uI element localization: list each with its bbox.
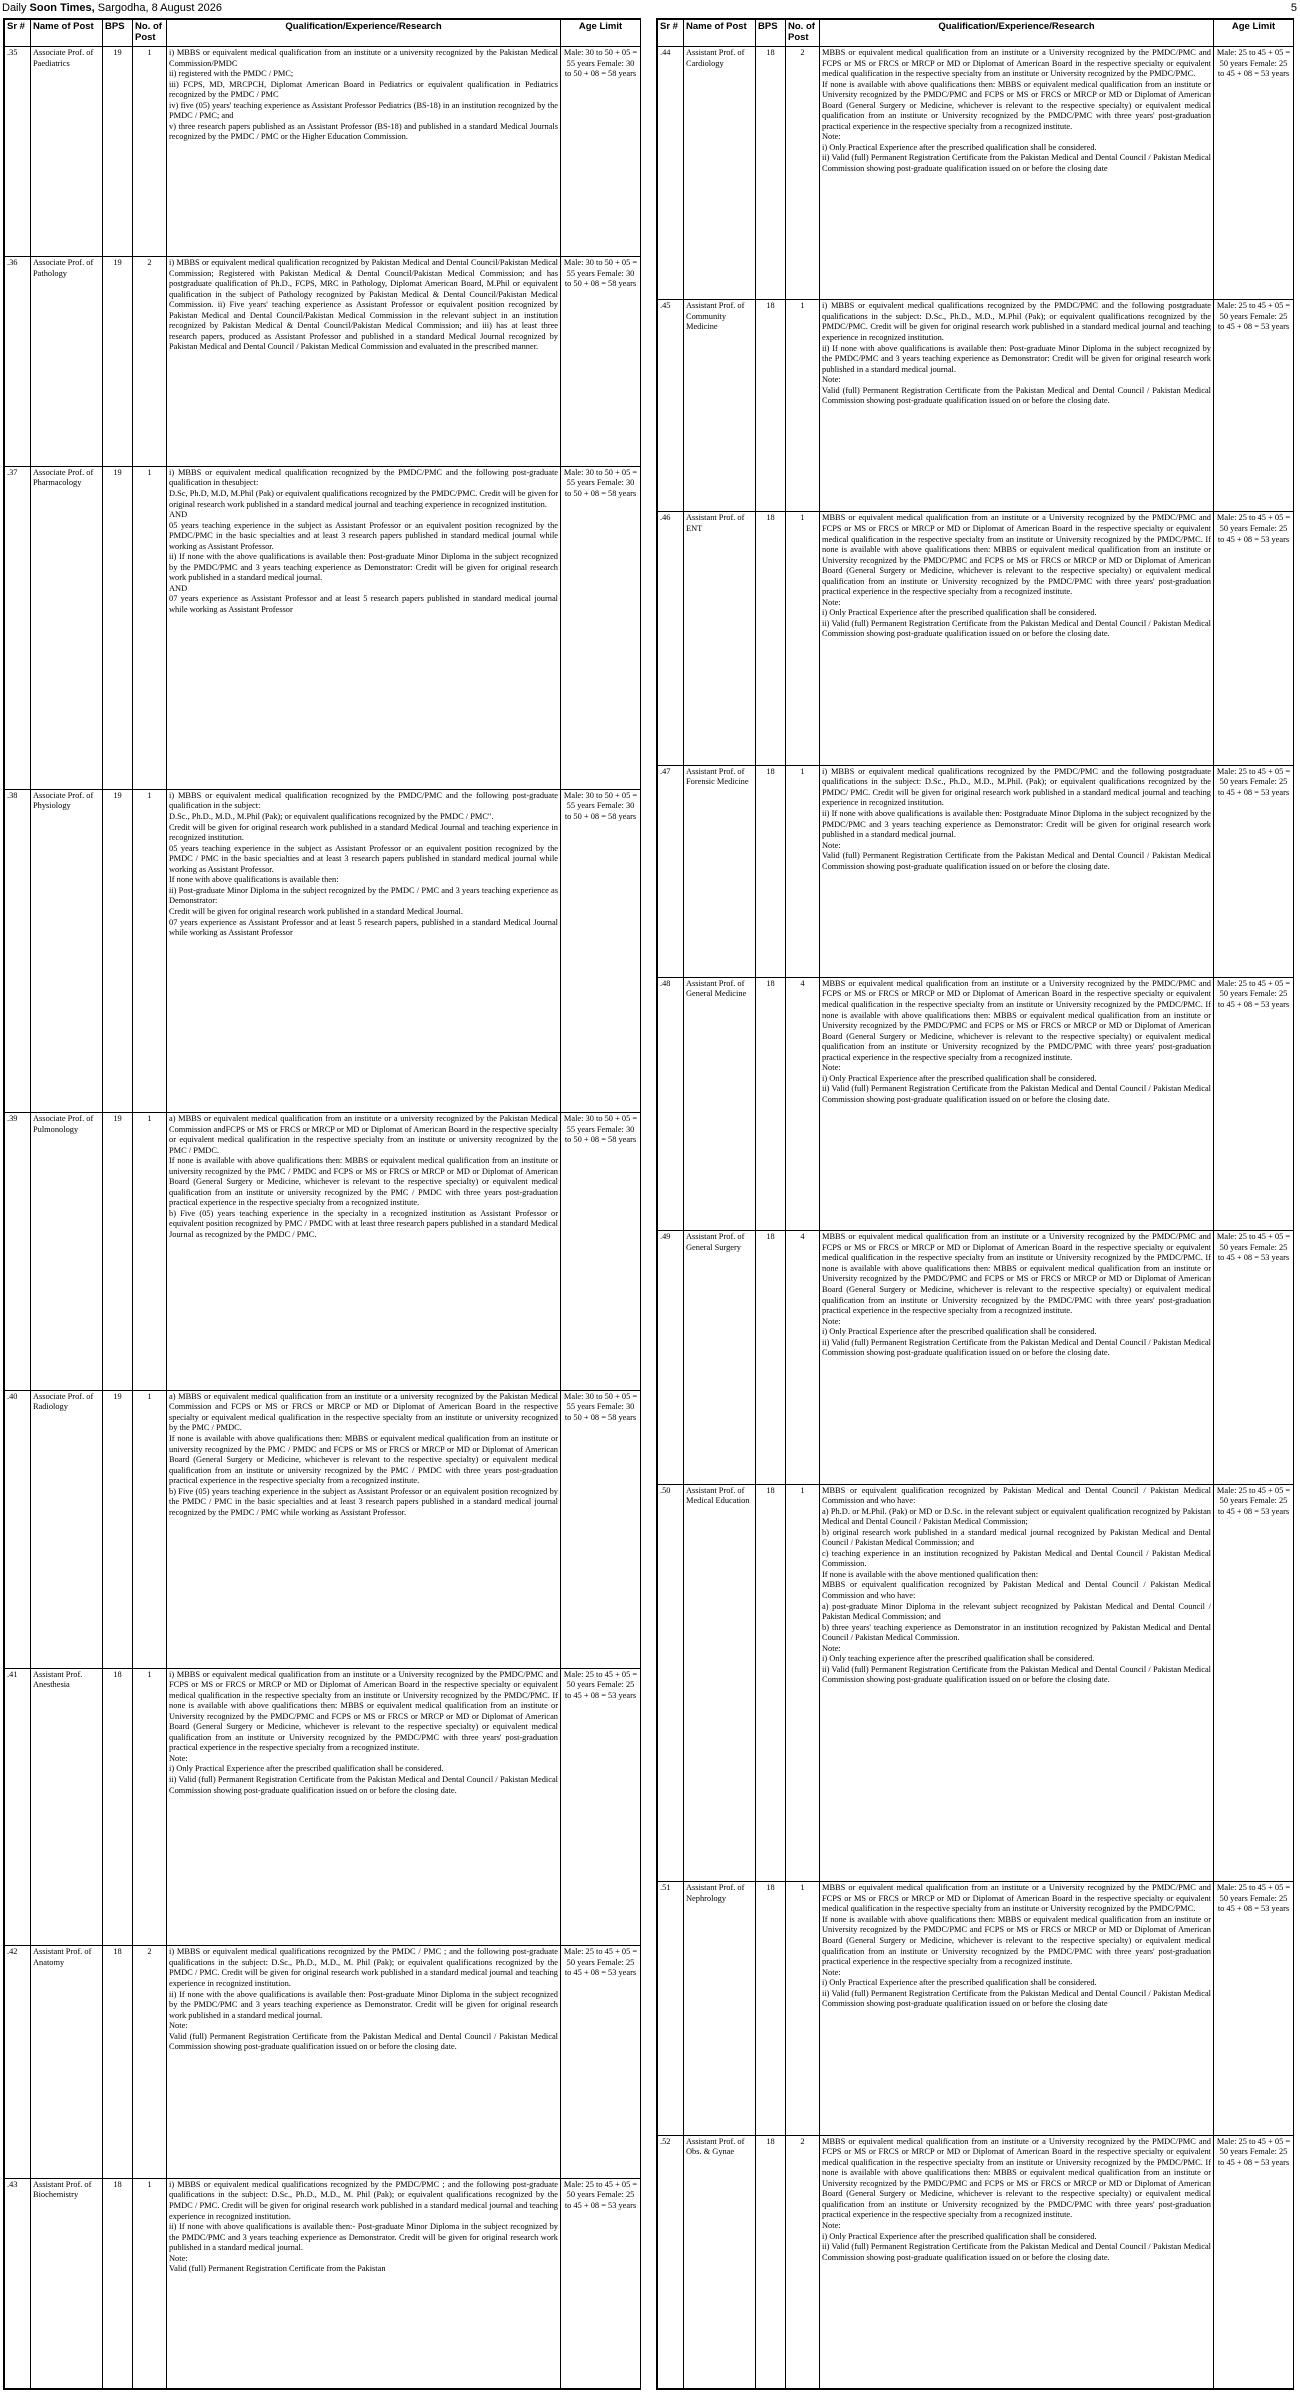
no-of-post-cell: 4 — [786, 977, 820, 1230]
qualification-paragraph: i) Only Practical Experience after the prescribed qualification shall be considered. — [822, 1073, 1097, 1083]
table-row — [5, 1668, 641, 1946]
table-row — [658, 47, 1294, 300]
qualification-paragraph: i) Only teaching experience after the prescribed qualification shall be considered. — [822, 1654, 1095, 1664]
qualification-paragraph: ii) Valid (full) Permanent Registration Certificate from the Pakistan Medical and Dental Council / Pakistan Medical Commission showing post-graduate qualification issued on or before the closing date. — [822, 1664, 1211, 1685]
post-name-cell: Associate Prof. of Physiology — [31, 789, 103, 1112]
bps-cell: 18 — [756, 512, 786, 765]
header-name-of-post: Name of Post — [31, 20, 103, 47]
qualification-cell — [820, 765, 1214, 977]
header-name-of-post: Name of Post — [684, 20, 756, 47]
qualification-cell — [167, 1946, 561, 2179]
table-row — [5, 256, 641, 466]
qualification-cell — [820, 977, 1214, 1230]
right-column-table — [656, 18, 1294, 2390]
post-name-cell: Assistant Prof. of Community Medicine — [684, 300, 756, 512]
table-row — [5, 789, 641, 1112]
qualification-paragraph: AND — [169, 510, 188, 520]
qualification-paragraph: v) three research papers published as an Assistant Professor (BS-18) and published in a standard Medical Journals recognized by the PMDC / PMC or the Higher Education Commission. — [169, 121, 558, 142]
qualification-paragraph: i) MBBS or equivalent medical qualification recognized by the PMDC/PMC and the following post-graduate qualification in the subject: — [169, 790, 558, 811]
age-limit-cell: Male: 25 to 45 + 05 = 50 years Female: 25 to 45 + 08 = 53 years — [561, 1946, 641, 2179]
sr-cell: .52 — [658, 2135, 684, 2388]
qualification-paragraph: a) Ph.D. or M.Phil. (Pak) or MD or D.Sc. in the relevant subject or equivalent qualification recognized by Pakistan Medical and Dental Council / Pakistan Medical Commission; — [822, 1506, 1211, 1527]
masthead-prefix: Daily — [2, 2, 30, 14]
qualification-paragraph: Valid (full) Permanent Registration Certificate from the Pakistan — [169, 2264, 386, 2274]
qualification-paragraph: If none with above qualifications is available then: — [169, 875, 339, 885]
table-row — [5, 1946, 641, 2179]
qualification-paragraph: ii) registered with the PMDC / PMC; — [169, 69, 294, 79]
qualification-paragraph: 07 years experience as Assistant Professor and at least 5 research papers, published in a standard Medical Journal while working as Assistant Professor — [169, 917, 558, 938]
sr-cell: .48 — [658, 977, 684, 1230]
sr-cell: .40 — [5, 1390, 31, 1668]
qualification-paragraph: ii) Valid (full) Permanent Registration Certificate from the Pakistan Medical and Dental Council / Pakistan Medical Commission showing post-graduate qualification issued on or before the closing date. — [822, 618, 1211, 639]
header-no-of-post: No. of Post — [786, 20, 820, 47]
age-limit-cell: Male: 25 to 45 + 05 = 50 years Female: 25 to 45 + 08 = 53 years — [1214, 300, 1294, 512]
qualification-paragraph: ii) If none with the above qualifications is available then: Post-graduate Minor Diploma in the subject recognized by the PMDC/PMC and 3 years teaching experience as Demonstrator. Credit will be given for original research work published in a standard medical journal. — [169, 1989, 558, 2020]
sr-cell: .42 — [5, 1946, 31, 2179]
post-name-cell: Associate Prof. of Pulmonology — [31, 1112, 103, 1390]
qualification-paragraph: ii) Valid (full) Permanent Registration Certificate from the Pakistan Medical and Dental Council / Pakistan Medical Commission showing post-graduate qualification issued on or before the closing date. — [822, 1084, 1211, 1104]
right-table-body — [658, 47, 1294, 2389]
qualification-cell — [167, 1668, 561, 1946]
bps-cell: 19 — [103, 256, 133, 466]
qualification-paragraph: Note: — [169, 2253, 188, 2263]
qualification-paragraph: iii) FCPS, MD, MRCPCH, Diplomat American Board in Pediatrics or equivalent qualification in Pediatrics recognized by the PMDC / PMC — [169, 79, 558, 100]
no-of-post-cell: 1 — [786, 1484, 820, 1882]
qualification-paragraph: ii) Valid (full) Permanent Registration Certificate from the Pakistan Medical and Dental Council / Pakistan Medical Commission showing post-graduate qualification issued on or before the closing date. — [822, 2242, 1211, 2262]
age-limit-cell: Male: 30 to 50 + 05 = 55 years Female: 30 to 50 + 08 = 58 years — [561, 1112, 641, 1390]
no-of-post-cell: 1 — [786, 300, 820, 512]
qualification-paragraph: i) MBBS or equivalent medical qualifications recognized by the PMDC/PMC ; and the following post-graduate qualifications in the subject: D.Sc., Ph.D., M.D., M. Phil (Pak); or equivalent qualifications recognized by the PMDC / PMC. Credit will be given for original research work published in a standard medical journal and teaching experience in recognized institution. — [169, 2179, 558, 2221]
age-limit-cell: Male: 25 to 45 + 05 = 50 years Female: 25 to 45 + 08 = 53 years — [1214, 1484, 1294, 1882]
qualification-cell — [820, 1484, 1214, 1882]
post-name-cell: Assistant Prof. Anesthesia — [31, 1668, 103, 1946]
no-of-post-cell: 1 — [133, 47, 167, 257]
header-bps: BPS — [756, 20, 786, 47]
header-qualification: Qualification/Experience/Research — [820, 20, 1214, 47]
qualification-cell — [820, 300, 1214, 512]
age-limit-cell: Male: 30 to 50 + 05 = 55 years Female: 30 to 50 + 08 = 58 years — [561, 466, 641, 789]
header-age-limit: Age Limit — [561, 20, 641, 47]
no-of-post-cell: 1 — [133, 1112, 167, 1390]
qualification-cell — [167, 2178, 561, 2388]
table-header-row — [5, 20, 641, 47]
qualification-paragraph: MBBS or equivalent medical qualification from an institute or a University recognized by the PMDC/PMC and FCPS or MS or FRCS or MRCP or MD or Diplomat of American Board in the respective specialty or equivalent medical qualification in the respective specialty from an institute or University recognized by the PMDC/PMC. If none is available with above qualifications then: MBBS or equivalent medical qualification from an institute or University recognized by the PMDC/PMC and FCPS or MS or FRCS or MRCP or MD or Diplomat of American Board (General Surgery or Medicine, whichever is relevant to the respective specialty) or equivalent medical qualification from an institute or University recognized by the PMDC/PMC with three years' post-graduation practical experience in the respective specialty from a recognized institute. — [822, 2136, 1211, 2220]
qualification-paragraph: i) Only Practical Experience after the prescribed qualification shall be considered. — [822, 2231, 1097, 2241]
sr-cell: .38 — [5, 789, 31, 1112]
qualification-paragraph: i) MBBS or equivalent medical qualification from an institute or a University recognized by the PMDC/PMC and FCPS or MS or FRCS or MRCP or MD or Diplomat of American Board in the respective specialty or equivalent medical qualification in the respective specialty from an institute or University recognized by the PMDC/PMC. If none is available with above qualifications then: MBBS or equivalent medical qualification from an institute or University recognized by the PMDC/PMC and FCPS or MS or FRCS or MRCP or MD or Diplomat of American Board (General Surgery or Medicine, whichever is relevant to the respective specialty) or equivalent medical qualification from an institute or University recognized by the PMDC/PMC with three years' post-graduation practical experience in the respective specialty from a recognized institute. — [169, 1669, 558, 1753]
qualification-cell — [820, 47, 1214, 300]
no-of-post-cell: 2 — [133, 1946, 167, 2179]
bps-cell: 18 — [756, 1882, 786, 2135]
qualification-paragraph: ii) If none with above qualifications is available then: Post-graduate Minor Diploma in the subject recognized by the PMDC/PMC and 3 years teaching experience as Demonstrator: Credit will be given for original research work published in a standard medical journal. — [822, 343, 1211, 374]
bps-cell: 18 — [756, 1231, 786, 1484]
table-row — [5, 466, 641, 789]
qualification-paragraph: a) MBBS or equivalent medical qualification from an institute or a university recognized by the Pakistan Medical Commission and FCPS or MS or FRCS or MRCP or MD or Diplomat of American Board in the respective specialty or equivalent medical qualification in the respective specialty from an institute or university recognized by the PMC / PMDC. — [169, 1391, 558, 1433]
post-name-cell: Assistant Prof. of Obs. & Gynae — [684, 2135, 756, 2388]
qualification-paragraph: Note: — [822, 1967, 841, 1977]
bps-cell: 19 — [103, 466, 133, 789]
qualification-cell — [167, 256, 561, 466]
bps-cell: 18 — [756, 765, 786, 977]
no-of-post-cell: 1 — [786, 765, 820, 977]
qualification-paragraph: i) MBBS or equivalent medical qualifications recognized by the PMDC/PMC and the following postgraduate qualifications in the subject: D.Sc., Ph.D., M.D., M.Phil. (Pak); or equivalent qualifications recognized by the PMDC/ PMC. Credit will be given for original research work published in a standard medical journal and teaching experience in recognized institution. — [822, 766, 1211, 808]
qualification-paragraph: MBBS or equivalent medical qualification from an institute or a University recognized by the PMDC/PMC and FCPS or MS or FRCS or MRCP or MD or Diplomat of American Board in the respective specialty or equivalent medical qualification in the respective specialty from an institute or University recognized by the PMDC/PMC. If none is available with above qualifications then: MBBS or equivalent medical qualification from an institute or University recognized by the PMDC/PMC and FCPS or MS or FRCS or MRCP or MD or Diplomat of American Board (General Surgery or Medicine, whichever is relevant to the respective specialty) or equivalent medical qualification from an institute or University recognized by the PMDC/PMC with three years' post-graduation practical experience in the respective specialty from a recognized institute. — [822, 978, 1211, 1062]
bps-cell: 19 — [103, 1112, 133, 1390]
qualification-cell — [820, 512, 1214, 765]
qualification-cell — [820, 1882, 1214, 2135]
sr-cell: .41 — [5, 1668, 31, 1946]
qualification-paragraph: If none is available with above qualifications then: MBBS or equivalent medical qualification from an institute or university recognized by the PMC / PMDC and FCPS or MS or FRCS or MRCP or MD or Diplomat of American Board (General Surgery or Medicine, whichever is relevant to the respective specialty) or equivalent medical qualification from an institute or university recognized by the PMC / PMDC with three years post-graduation practical experience in the respective specialty from a recognized institute. — [169, 1156, 558, 1208]
qualification-paragraph: iv) five (05) years' teaching experience as Assistant Professor Pediatrics (BS-18) in an institution recognized by the PMDC / PMC; and — [169, 100, 558, 121]
header-qualification: Qualification/Experience/Research — [167, 20, 561, 47]
bps-cell: 18 — [756, 1484, 786, 1882]
qualification-paragraph: If none is available with the above mentioned qualification then: — [822, 1569, 1039, 1579]
table-row — [5, 2178, 641, 2388]
qualification-paragraph: ii) If none with the above qualifications is available then: Post-graduate Minor Diploma in the subject recognized by the PMDC/PMC and 3 years teaching experience as Demonstrator: Credit will be given for original research work published in a standard medical journal. — [169, 552, 558, 583]
age-limit-cell: Male: 25 to 45 + 05 = 50 years Female: 25 to 45 + 08 = 53 years — [1214, 47, 1294, 300]
table-row — [658, 300, 1294, 512]
bps-cell: 18 — [756, 47, 786, 300]
qualification-cell — [167, 466, 561, 789]
age-limit-cell: Male: 25 to 45 + 05 = 50 years Female: 25 to 45 + 08 = 53 years — [1214, 765, 1294, 977]
age-limit-cell: Male: 25 to 45 + 05 = 50 years Female: 25 to 45 + 08 = 53 years — [561, 2178, 641, 2388]
age-limit-cell: Male: 25 to 45 + 05 = 50 years Female: 25 to 45 + 08 = 53 years — [1214, 512, 1294, 765]
qualification-cell — [820, 2135, 1214, 2388]
sr-cell: .45 — [658, 300, 684, 512]
bps-cell: 19 — [103, 789, 133, 1112]
qualification-paragraph: Note: — [822, 132, 841, 142]
no-of-post-cell: 2 — [133, 256, 167, 466]
age-limit-cell: Male: 25 to 45 + 05 = 50 years Female: 25 to 45 + 08 = 53 years — [1214, 977, 1294, 1230]
qualification-paragraph: Note: — [822, 1643, 841, 1653]
age-limit-cell: Male: 25 to 45 + 05 = 50 years Female: 25 to 45 + 08 = 53 years — [1214, 2135, 1294, 2388]
sr-cell: .37 — [5, 466, 31, 789]
qualification-paragraph: Credit will be given for original research work published in a standard Medical Journal. — [169, 906, 463, 916]
bps-cell: 19 — [103, 47, 133, 257]
qualification-paragraph: b) Five (05) years teaching experience in the subject as Assistant Professor or an equivalent position recognized by the PMDC / PMC in the basic specialties and at least 3 research papers published in a standard medical journal recognized by the PMDC / PMC while working as Assistant Professor. — [169, 1486, 558, 1517]
qualification-paragraph: If none is available with above qualifications then: MBBS or equivalent medical qualification from an institute or University recognized by the PMDC/PMC and FCPS or MS or FRCS or MRCP or MD or Diplomat of American Board (General Surgery or Medicine, whichever is relevant to the respective specialty) or equivalent medical qualification from an institute or University recognized by the PMDC/PMC with three years' post-graduation practical experience in the respective specialty from a recognized institute. — [822, 1914, 1211, 1967]
sr-cell: .44 — [658, 47, 684, 300]
qualification-paragraph: MBBS or equivalent medical qualification from an institute or a University recognized by the PMDC/PMC and FCPS or MS or FRCS or MRCP or MD or Diplomat of American Board in the respective specialty or equivalent medical qualification in the respective specialty from an institute or University recognized by the PMDC/PMC. If none is available with above qualifications then: MBBS or equivalent medical qualification from an institute or University recognized by the PMDC/PMC and FCPS or MS or FRCS or MRCP or MD or Diplomat of American Board (General Surgery or Medicine, whichever is relevant to the respective specialty) or equivalent medical qualification from an institute or University recognized by the PMDC/PMC with three years' post-graduation practical experience in the respective specialty from a recognized institute. — [822, 513, 1211, 597]
left-table-body — [5, 47, 641, 2389]
qualification-cell — [167, 789, 561, 1112]
no-of-post-cell: 1 — [133, 1390, 167, 1668]
posts-table-right — [657, 19, 1294, 2389]
qualification-paragraph: i) MBBS or equivalent medical qualification recognized by the PMDC/PMC and the following post-graduate qualification in thesubject: — [169, 467, 558, 488]
no-of-post-cell: 1 — [786, 1882, 820, 2135]
sr-cell: .47 — [658, 765, 684, 977]
qualification-paragraph: Valid (full) Permanent Registration Certificate from the Pakistan Medical and Dental Council / Pakistan Medical Commission showing post-graduate qualification issued on or before the closing date. — [822, 851, 1211, 871]
age-limit-cell: Male: 30 to 50 + 05 = 55 years Female: 30 to 50 + 08 = 58 years — [561, 47, 641, 257]
qualification-paragraph: 05 years teaching experience in the subject as Assistant Professor or an equivalent position recognized by the PMDC / PMC in the basic specialties and at least 3 research papers published in standard medical journal while working as Assistant Professor. — [169, 843, 558, 874]
qualification-paragraph: i) Only Practical Experience after the prescribed qualification shall be considered. — [822, 1978, 1097, 1988]
bps-cell: 18 — [756, 2135, 786, 2388]
qualification-cell — [167, 47, 561, 257]
sr-cell: .39 — [5, 1112, 31, 1390]
post-name-cell: Assistant Prof. of ENT — [684, 512, 756, 765]
no-of-post-cell: 1 — [786, 512, 820, 765]
newspaper-masthead — [2, 0, 222, 16]
age-limit-cell: Male: 25 to 45 + 05 = 50 years Female: 25 to 45 + 08 = 53 years — [1214, 1231, 1294, 1484]
bps-cell: 18 — [756, 300, 786, 512]
qualification-paragraph: ii) If none with above qualifications is available then: Postgraduate Minor Diploma in the subject recognized by the PMDC/PMC and 3 years teaching experience as Demonstrator: Credit will be given for original research work published in a standard medical journal. — [822, 808, 1211, 840]
bps-cell: 18 — [103, 2178, 133, 2388]
qualification-paragraph: i) MBBS or equivalent medical qualification recognized by Pakistan Medical and Dental Council/Pakistan Medical Commission; Registered with Pakistan Medical & Dental Council/Pakistan Medical Commission; and has postgraduate qualification of Ph.D., FCPS, MRC in Pathology, Diplomat American Board, M.Phil or equivalent qualification in the subject of Pathology recognized by Pakistan Medical & Dental Council/Pakistan Medical Commission. ii) Five years' teaching experience as Assistant Professor or equivalent position recognized by Pakistan Medical and Dental Council/Pakistan Medical Commission in the relevant subject in an institution recognized by Pakistan Medical & Dental Council/Pakistan Medical Commission; and iii) has at least three research papers, produced as Assistant Professor and published in a standard Medical Journal recognized by Pakistan Medical and Dental Council / Pakistan Medical Commission and evaluated in the prescribed manner. — [169, 257, 558, 352]
qualification-paragraph: MBBS or equivalent medical qualification from an institute or a University recognized by the PMDC/PMC and FCPS or MS or FRCS or MRCP or MD or Diplomat of American Board in the respective specialty or equivalent medical qualification in the respective specialty from an institute or University recognized by the PMDC/PMC. — [822, 1883, 1211, 1914]
qualification-paragraph: i) Only Practical Experience after the prescribed qualification shall be considered. — [822, 608, 1097, 618]
post-name-cell: Associate Prof. of Pharmacology — [31, 466, 103, 789]
age-limit-cell: Male: 25 to 45 + 05 = 50 years Female: 25 to 45 + 08 = 53 years — [1214, 1882, 1294, 2135]
table-header-row — [658, 20, 1294, 47]
qualification-cell — [167, 1112, 561, 1390]
qualification-paragraph: If none is available with above qualifications then: MBBS or equivalent medical qualification from an institute or University recognized by the PMDC/PMC and FCPS or MS or FRCS or MRCP or MD or Diplomat of American Board (General Surgery or Medicine, whichever is relevant to the respective specialty) or equivalent medical qualification from an institute or University recognized by the PMDC/PMC with three years' post-graduation practical experience in the respective specialty from a recognized institute. — [822, 79, 1211, 131]
posts-table-left — [4, 19, 641, 2389]
table-row — [658, 1882, 1294, 2135]
sr-cell: .51 — [658, 1882, 684, 2135]
qualification-paragraph: Note: — [822, 597, 841, 607]
qualification-paragraph: b) three years' teaching experience as Demonstrator in an institution recognized by Pakistan Medical and Dental Council / Pakistan Medical Commission. — [822, 1622, 1211, 1643]
sr-cell: .50 — [658, 1484, 684, 1882]
masthead-dateline: Sargodha, 8 August 2026 — [94, 2, 222, 14]
header-sr: Sr # — [658, 20, 684, 47]
table-row — [658, 1484, 1294, 1882]
no-of-post-cell: 2 — [786, 47, 820, 300]
qualification-paragraph: a) post-graduate Minor Diploma in the relevant subject recognized by Pakistan Medical and Dental Council / Pakistan Medical Commission; and — [822, 1601, 1211, 1622]
no-of-post-cell: 1 — [133, 2178, 167, 2388]
qualification-paragraph: MBBS or equivalent qualification recognized by Pakistan Medical and Dental Council / Pakistan Medical Commission and who have: — [822, 1580, 1211, 1601]
age-limit-cell: Male: 25 to 45 + 05 = 50 years Female: 25 to 45 + 08 = 53 years — [561, 1668, 641, 1946]
qualification-paragraph: i) MBBS or equivalent medical qualification from an institute or a university recognized by the Pakistan Medical Commission/PMDC — [169, 48, 558, 68]
qualification-cell — [820, 1231, 1214, 1484]
post-name-cell: Associate Prof. of Pathology — [31, 256, 103, 466]
qualification-paragraph: MBBS or equivalent qualification recognized by Pakistan Medical and Dental Council / Pakistan Medical Commission and who have: — [822, 1485, 1211, 1506]
qualification-paragraph: i) MBBS or equivalent medical qualifications recognized by the PMDC/PMC and the following postgraduate qualifications in the subject: D.Sc., Ph.D., M.D., M.Phil (Pak); or equivalent qualifications recognized by the PMDC/PMC. Credit will be given for original research work published in a standard medical journal and teaching experience in recognized institution. — [822, 301, 1211, 342]
table-row — [658, 765, 1294, 977]
qualification-paragraph: ii) Valid (full) Permanent Registration Certificate from the Pakistan Medical and Dental Council / Pakistan Medical Commission showing post-graduate qualification issued on or before the closing date — [822, 1988, 1211, 2009]
qualification-paragraph: b) original research work published in a standard medical journal recognized by Pakistan Medical and Dental Council / Pakistan Medical Commission; and — [822, 1527, 1211, 1548]
no-of-post-cell: 4 — [786, 1231, 820, 1484]
bps-cell: 19 — [103, 1390, 133, 1668]
qualification-paragraph: If none is available with above qualifications then: MBBS or equivalent medical qualification from an institute or university recognized by the PMC / PMDC and FCPS or MS or FRCS or MRCP or MD or Diplomat of American Board (General Surgery or Medicine, whichever is relevant to the respective specialty) or equivalent medical qualification from an institute or university recognized by the PMC / PMDC with three years post-graduation practical experience in the respective specialty from a recognized institute. — [169, 1433, 558, 1486]
sr-cell: .43 — [5, 2178, 31, 2388]
table-row — [5, 47, 641, 257]
post-name-cell: Assistant Prof. of General Medicine — [684, 977, 756, 1230]
masthead-name: Soon Times, — [29, 2, 95, 14]
sr-cell: .35 — [5, 47, 31, 257]
no-of-post-cell: 1 — [133, 789, 167, 1112]
qualification-paragraph: MBBS or equivalent medical qualification from an institute or a University recognized by the PMDC/PMC and FCPS or MS or FRCS or MRCP or MD or Diplomat of American Board in the respective specialty or equivalent medical qualification in the respective specialty from an institute or University recognized by the PMDC/PMC. If none is available with above qualifications then: MBBS or equivalent medical qualification from an institute or University recognized by the PMDC/PMC and FCPS or MS or FRCS or MRCP or MD or Diplomat of American Board (General Surgery or Medicine, whichever is relevant to the respective specialty) or equivalent medical qualification from an institute or University recognized by the PMDC/PMC with three years' post-graduation practical experience in the respective specialty from a recognized institute. — [822, 1232, 1211, 1316]
qualification-paragraph: D.Sc, Ph.D, M.D, M.Phil (Pak) or equivalent qualifications recognized by the PMDC/PMC. Credit will be given for original research work published in a standard medical journal and teaching experience in recognized institution. — [169, 489, 558, 509]
qualification-paragraph: ii) Valid (full) Permanent Registration Certificate from the Pakistan Medical and Dental Council / Pakistan Medical Commission showing post-graduate qualification issued on or before the closing date — [822, 153, 1211, 174]
qualification-paragraph: Note: — [822, 2220, 841, 2230]
qualification-paragraph: b) Five (05) years teaching experience in the specialty in a recognized institution as Assistant Professor or equivalent position recognized by PMC / PMDC with at least three research papers published in a standard Medical Journal as recognized by the PMDC / PMC. — [169, 1208, 558, 1239]
qualification-paragraph: MBBS or equivalent medical qualification from an institute or a University recognized by the PMDC/PMC and FCPS or MS or FRCS or MRCP or MD or Diplomat of American Board in the respective specialty or equivalent medical qualification in the respective specialty from an institute or University recognized by the PMDC/PMC. — [822, 48, 1211, 79]
bps-cell: 18 — [756, 977, 786, 1230]
qualification-paragraph: ii) Post-graduate Minor Diploma in the subject recognized by the PMDC / PMC and 3 years teaching experience as Demonstrator: — [169, 885, 558, 906]
no-of-post-cell: 1 — [133, 1668, 167, 1946]
post-name-cell: Assistant Prof. of Forensic Medicine — [684, 765, 756, 977]
post-name-cell: Assistant Prof. of Nephrology — [684, 1882, 756, 2135]
sr-cell: .49 — [658, 1231, 684, 1484]
qualification-paragraph: i) Only Practical Experience after the prescribed qualification shall be considered. — [169, 1764, 444, 1774]
age-limit-cell: Male: 30 to 50 + 05 = 55 years Female: 30 to 50 + 08 = 58 years — [561, 1390, 641, 1668]
qualification-paragraph: 07 years experience as Assistant Professor and at least 5 research papers published in standard medical journal while working as Assistant Professor — [169, 594, 558, 615]
header-bps: BPS — [103, 20, 133, 47]
table-row — [5, 1390, 641, 1668]
qualification-paragraph: Note: — [822, 1316, 841, 1326]
qualification-paragraph: 05 years teaching experience in the subject as Assistant Professor or an equivalent position recognized by the PMDC/PMC in the basic specialties and at least 3 research papers published in standard medical journal while working as Assistant Professor. — [169, 520, 558, 551]
age-limit-cell: Male: 30 to 50 + 05 = 55 years Female: 30 to 50 + 08 = 58 years — [561, 789, 641, 1112]
qualification-paragraph: i) Only Practical Experience after the prescribed qualification shall be considered. — [822, 1327, 1097, 1337]
left-column-table — [3, 18, 641, 2390]
table-row — [658, 2135, 1294, 2388]
qualification-paragraph: Valid (full) Permanent Registration Certificate from the Pakistan Medical and Dental Council / Pakistan Medical Commission showing post-graduate qualification issued on or before the closing date. — [822, 385, 1211, 406]
table-row — [658, 1231, 1294, 1484]
qualification-paragraph: Valid (full) Permanent Registration Certificate from the Pakistan Medical and Dental Council / Pakistan Medical Commission showing post-graduate qualification issued on or before the closing date. — [169, 2031, 558, 2052]
qualification-paragraph: ii) Valid (full) Permanent Registration Certificate from the Pakistan Medical and Dental Council / Pakistan Medical Commission showing post-graduate qualification issued on or before the closing date. — [822, 1337, 1211, 1358]
qualification-paragraph: AND — [169, 583, 188, 593]
qualification-paragraph: D.Sc., Ph.D., M.D., M.Phil (Pak); or equivalent qualifications recognized by the PMDC / PMC". — [169, 812, 494, 822]
qualification-paragraph: a) MBBS or equivalent medical qualification from an institute or a university recognized by the Pakistan Medical Commission andFCPS or MS or FRCS or MRCP or MD or Diplomat of American Board in the respective specialty or equivalent medical qualification in the respective specialty from an institute or university recognized by the PMC / PMDC. — [169, 1113, 558, 1155]
qualification-cell — [167, 1390, 561, 1668]
header-no-of-post: No. of Post — [133, 20, 167, 47]
qualification-paragraph: Note: — [169, 1753, 188, 1763]
qualification-paragraph: ii) If none with above qualifications is available then:- Post-graduate Minor Diploma in the subject recognized by the PMDC/PMC and 3 years teaching experience as Demonstrator. Credit will be given for original research work published in a standard medical journal. — [169, 2222, 558, 2253]
table-row — [658, 512, 1294, 765]
qualification-paragraph: Note: — [822, 840, 841, 850]
header-sr: Sr # — [5, 20, 31, 47]
qualification-paragraph: Note: — [169, 2021, 188, 2031]
age-limit-cell: Male: 30 to 50 + 05 = 55 years Female: 30 to 50 + 08 = 58 years — [561, 256, 641, 466]
qualification-paragraph: ii) Valid (full) Permanent Registration Certificate from the Pakistan Medical and Dental Council / Pakistan Medical Commission showing post-graduate qualification issued on or before the closing date. — [169, 1775, 558, 1795]
qualification-paragraph: Note: — [822, 1063, 841, 1073]
table-row — [5, 1112, 641, 1390]
header-age-limit: Age Limit — [1214, 20, 1294, 47]
post-name-cell: Assistant Prof. of Anatomy — [31, 1946, 103, 2179]
post-name-cell: Assistant Prof. of Medical Education — [684, 1484, 756, 1882]
post-name-cell: Assistant Prof. of Cardiology — [684, 47, 756, 300]
qualification-paragraph: i) Only Practical Experience after the prescribed qualification shall be considered. — [822, 142, 1097, 152]
sr-cell: .46 — [658, 512, 684, 765]
qualification-paragraph: Note: — [822, 375, 841, 385]
no-of-post-cell: 1 — [133, 466, 167, 789]
qualification-paragraph: c) teaching experience in an institution recognized by Pakistan Medical and Dental Council / Pakistan Medical Commission. — [822, 1548, 1211, 1569]
table-row — [658, 977, 1294, 1230]
qualification-paragraph: i) MBBS or equivalent medical qualifications recognized by the PMDC / PMC ; and the following post-graduate qualifications in the subject: D.Sc., Ph.D., M.D., M. Phil (Pak); or equivalent qualifications recognized by the PMDC / PMC. Credit will be given for original research work published in a standard medical journal and teaching experience in recognized institution. — [169, 1947, 558, 1988]
no-of-post-cell: 2 — [786, 2135, 820, 2388]
qualification-paragraph: Credit will be given for original research work published in a standard Medical Journal and teaching experience in recognized institution. — [169, 822, 558, 843]
bps-cell: 18 — [103, 1668, 133, 1946]
post-name-cell: Assistant Prof. of Biochemistry — [31, 2178, 103, 2388]
page-number: 5 — [1290, 2, 1297, 14]
sr-cell: .36 — [5, 256, 31, 466]
post-name-cell: Associate Prof. of Paediatrics — [31, 47, 103, 257]
post-name-cell: Assistant Prof. of General Surgery — [684, 1231, 756, 1484]
bps-cell: 18 — [103, 1946, 133, 2179]
post-name-cell: Associate Prof. of Radiology — [31, 1390, 103, 1668]
